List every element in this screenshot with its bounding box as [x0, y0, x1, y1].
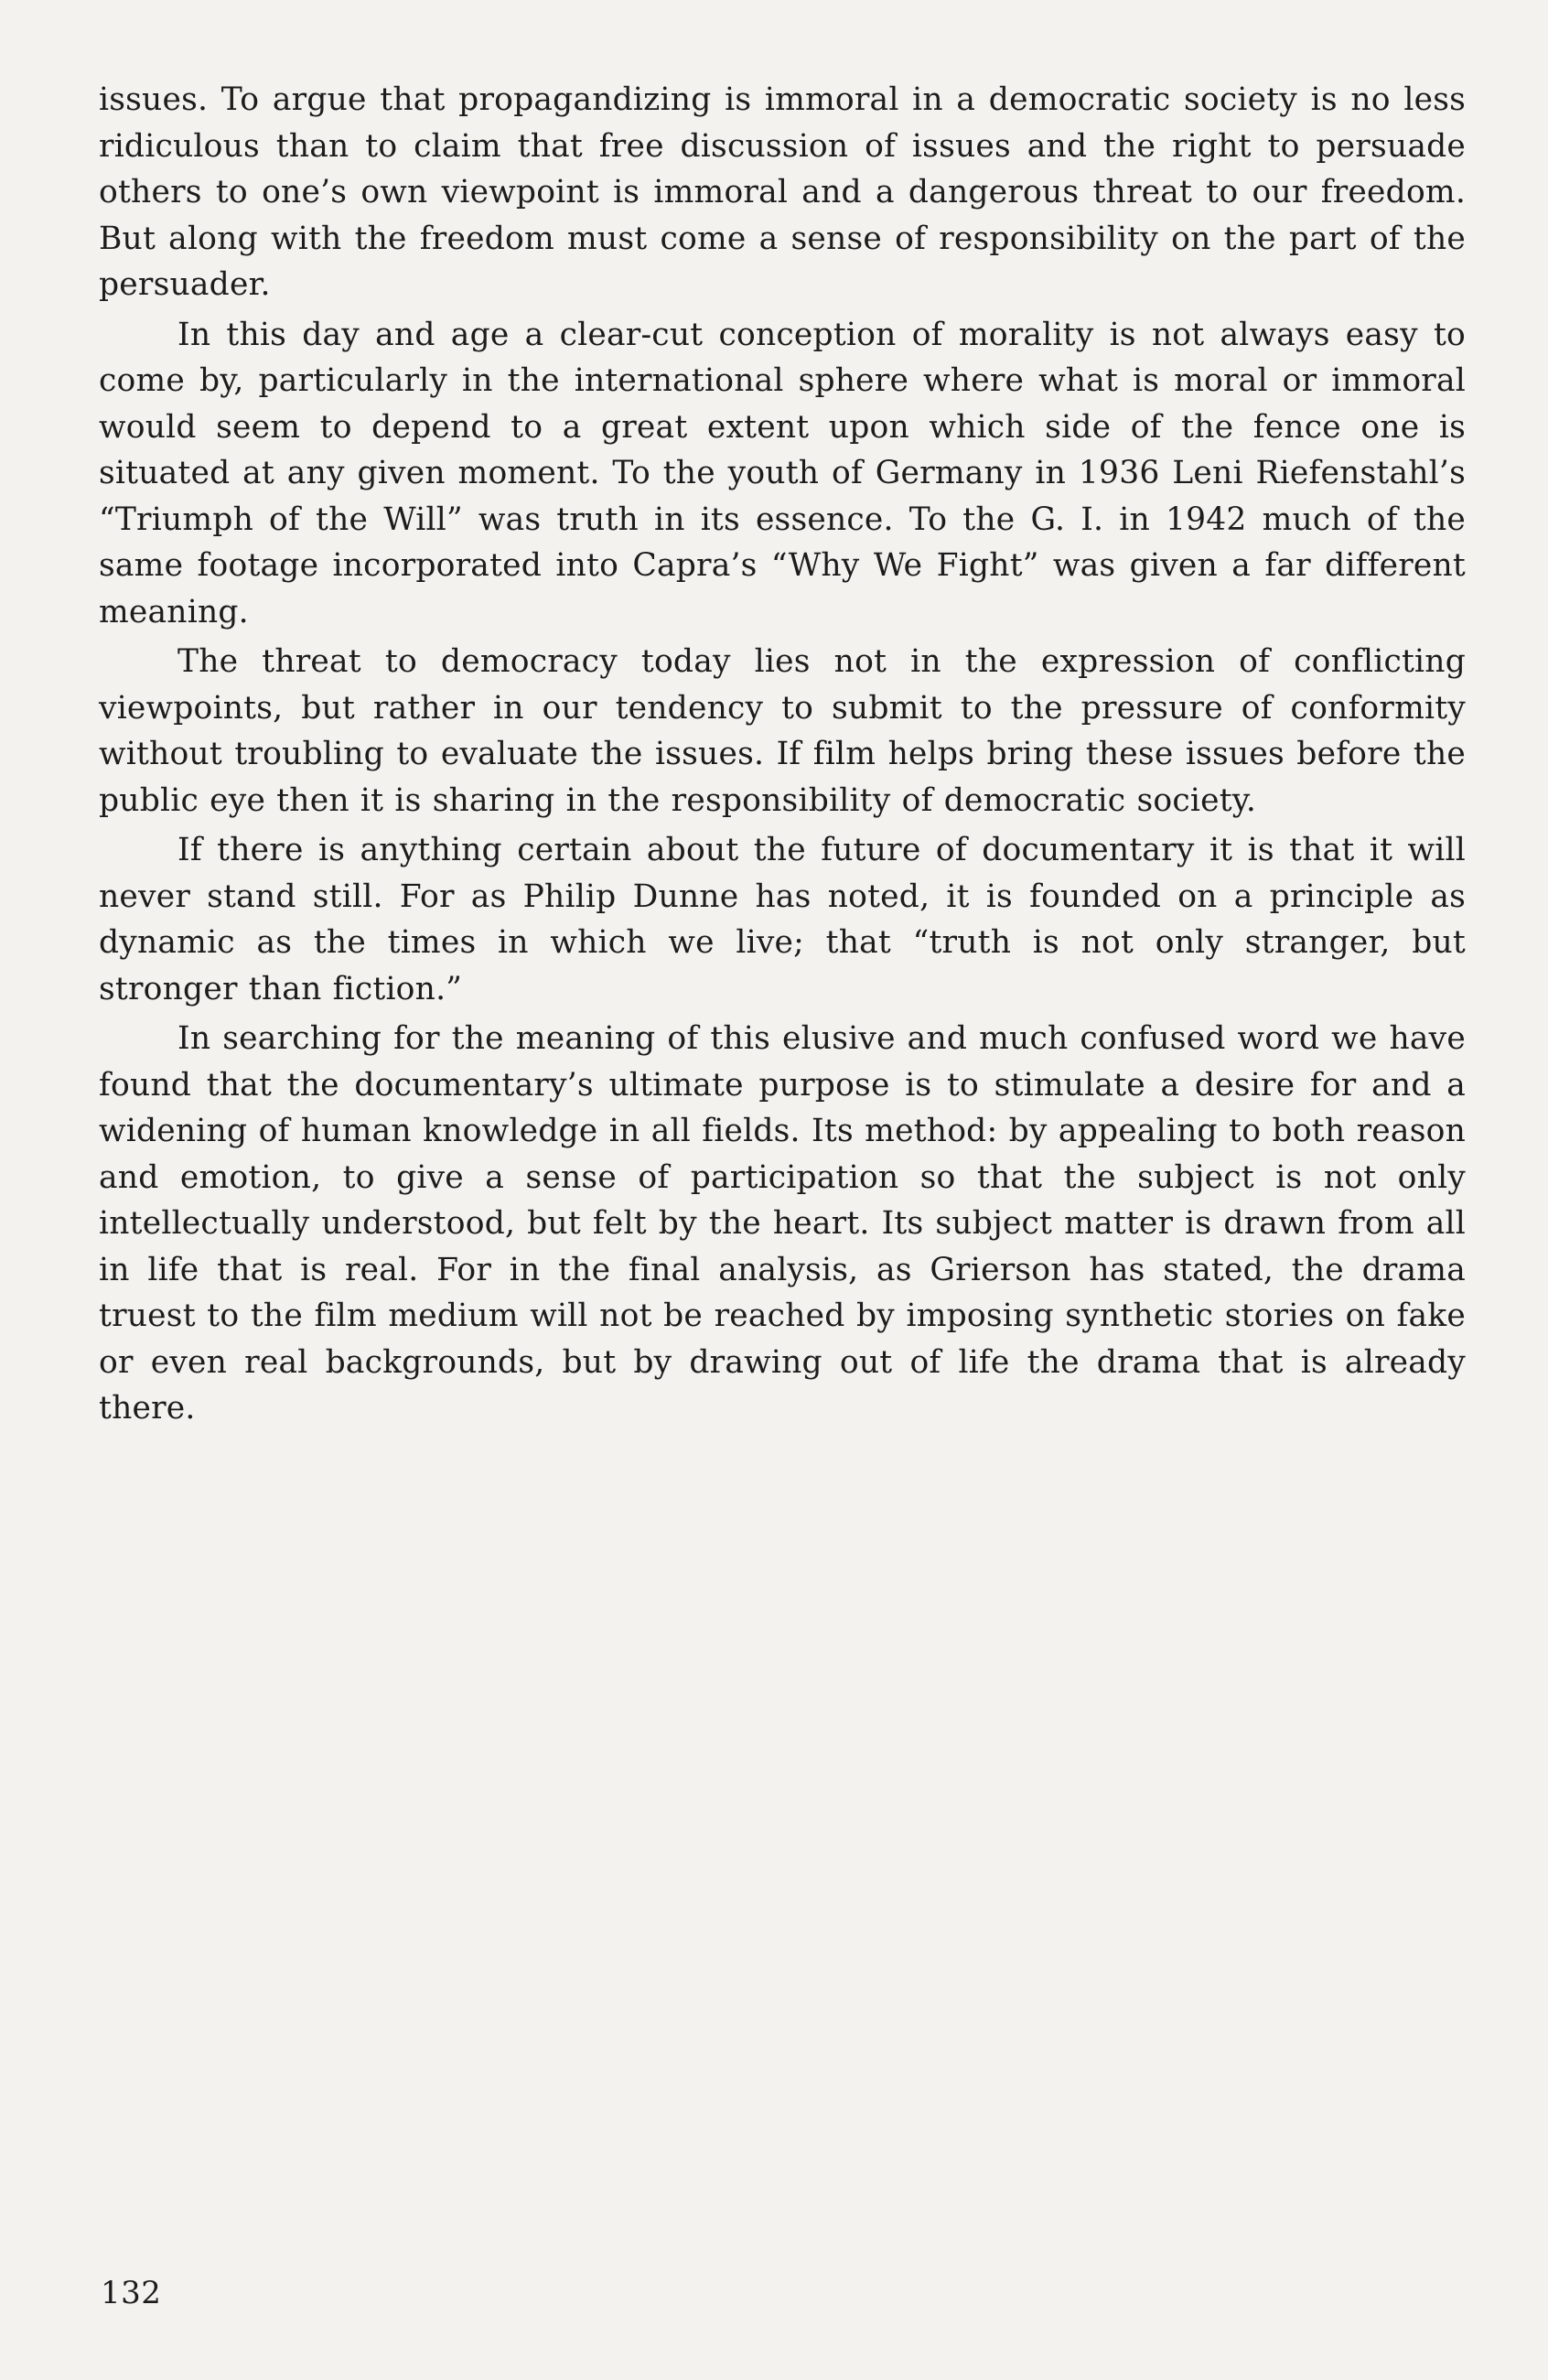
- paragraph-continuation: issues. To argue that propagandizing is immoral in a democratic society is no less ridiculous than to claim that free discussion of issues and the right to persuade others to one’s own viewpoint is immoral and a dangerous threat to our freedom. But along with the freedom must come a sense of responsibility on the part of the persuader.: [99, 81, 1466, 303]
- paragraph-morality: In this day and age a clear-cut conception of morality is not always easy to come by, particularly in the international sphere where what is moral or immoral would seem to depend to a great extent upon which side of the fence one is situated at any given moment. To the youth of Germany in 1936 Leni Riefenstahl’s “Triumph of the Will” was truth in its essence. To the G. I. in 1942 much of the same footage incorporated into Capra’s “Why We Fight” was given a far different meaning.: [99, 316, 1466, 630]
- paragraph-threat-to-democracy: The threat to democracy today lies not in the expression of conflicting viewpoints, but rather in our tendency to submit to the pressure of conformity without troubling to evaluate the issues. If film helps bring these issues before the public eye then it is sharing in the responsibility of democratic society.: [99, 643, 1466, 819]
- page-number: 132: [101, 2275, 162, 2311]
- body-text: [99, 77, 1466, 1436]
- paragraph-future-of-documentary: If there is anything certain about the future of documentary it is that it will never stand still. For as Philip Dunne has noted, it is founded on a principle as dynamic as the times in which we live; that “truth is not only stranger, but stronger than fiction.”: [99, 832, 1466, 1007]
- paragraph-meaning-of-documentary: In searching for the meaning of this elusive and much confused word we have found that the documentary’s ultimate purpose is to stimulate a desire for and a widening of human knowledge in all fields. Its method: by appealing to both reason and emotion, to give a sense of participation so that the subject is not only intellectually understood, but felt by the heart. Its subject matter is drawn from all in life that is real. For in the final analysis, as Grierson has stated, the drama truest to the film medium will not be reached by imposing synthetic stories on fake or even real backgrounds, but by drawing out of life the drama that is already there.: [99, 1020, 1466, 1427]
